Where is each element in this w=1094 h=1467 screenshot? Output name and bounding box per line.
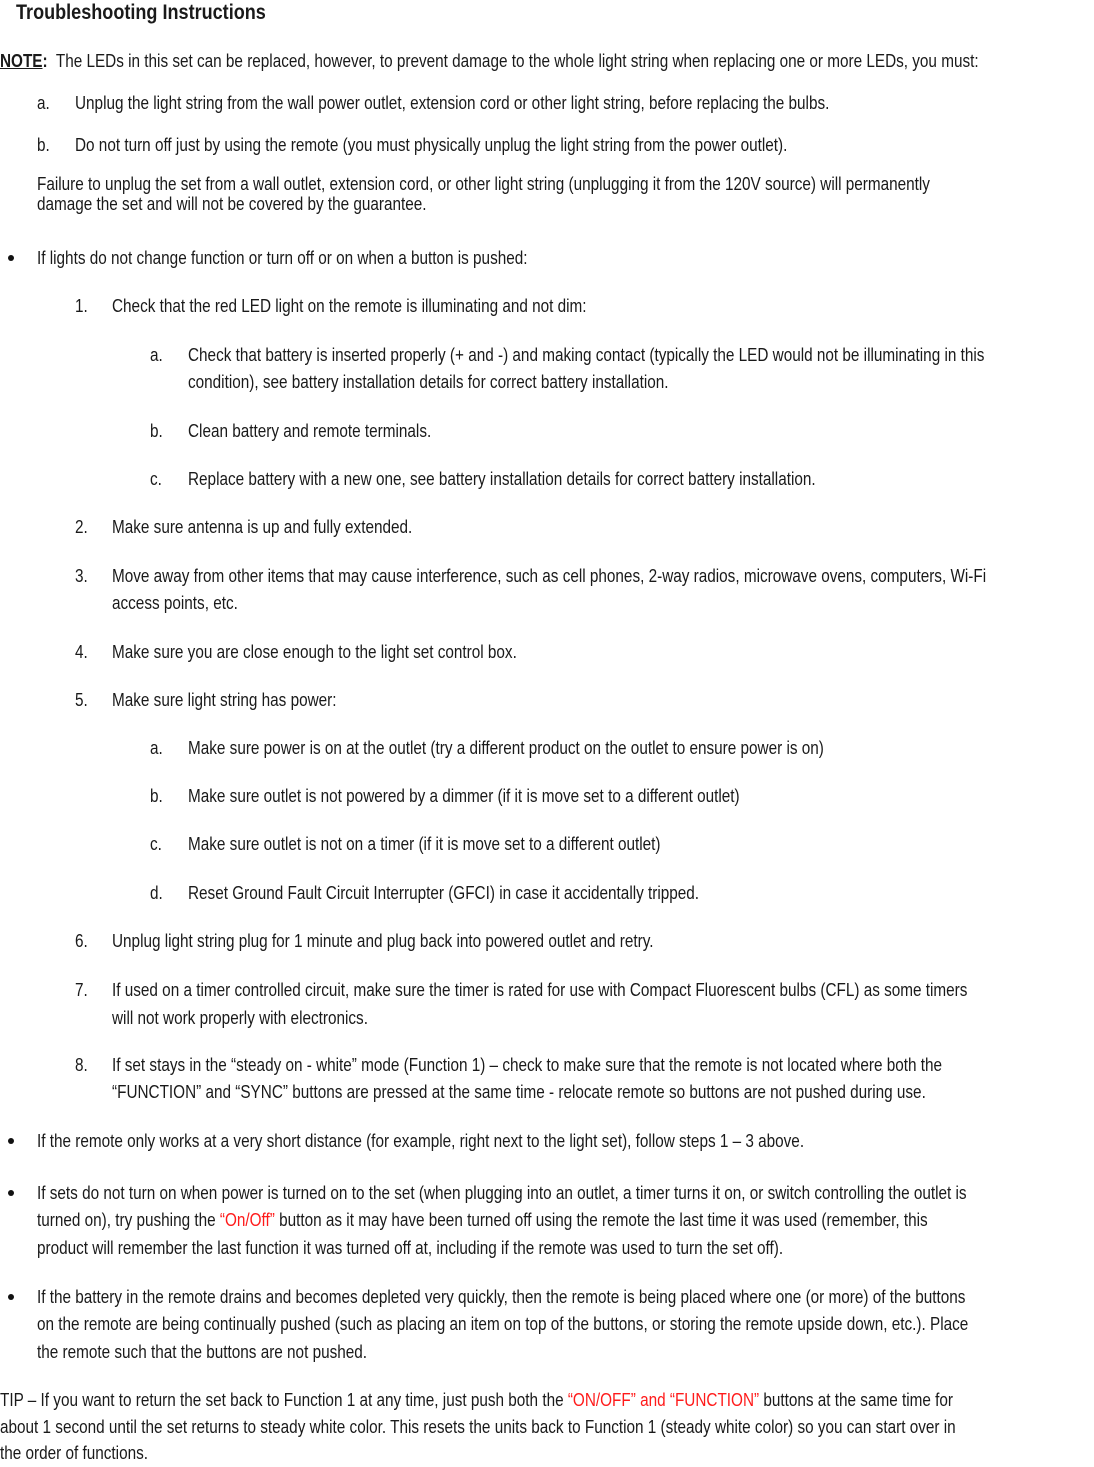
step-text: If used on a timer controlled circuit, make sure the timer is rated for use with Compact Fluorescent bulbs (CFL) as some timers bbox=[112, 980, 968, 1000]
step-text: “FUNCTION” and “SYNC” buttons are pressed at the same time - relocate remote so buttons are not pushed during use. bbox=[112, 1082, 926, 1102]
substep-marker: d. bbox=[150, 883, 163, 903]
substep-marker: c. bbox=[150, 469, 162, 489]
step-text: Make sure antenna is up and fully extended. bbox=[112, 517, 413, 537]
note-line bbox=[0, 47, 979, 75]
bullet-text: If sets do not turn on when power is turned on to the set (when plugging into an outlet, a timer turns it on, or switch controlling the outlet is bbox=[37, 1183, 967, 1203]
bullet-text-with-highlight bbox=[37, 1206, 928, 1234]
step-marker: 4. bbox=[75, 642, 88, 662]
substep-marker: a. bbox=[150, 345, 163, 365]
bullet-icon bbox=[8, 1294, 14, 1300]
step-marker: 1. bbox=[75, 296, 88, 316]
bullet-text: turned on), try pushing the bbox=[37, 1210, 220, 1230]
note-text: The LEDs in this set can be replaced, however, to prevent damage to the whole light string when replacing one or more LEDs, you must: bbox=[55, 51, 979, 71]
bullet-text: If the remote only works at a very short distance (for example, right next to the light set), follow steps 1 – 3 above. bbox=[37, 1131, 805, 1151]
step-marker: 5. bbox=[75, 690, 88, 710]
step-text: Make sure you are close enough to the light set control box. bbox=[112, 642, 517, 662]
tip-text: the order of functions. bbox=[0, 1443, 148, 1463]
substep-marker: b. bbox=[150, 786, 163, 806]
note-item-marker: b. bbox=[37, 135, 50, 155]
step-text: will not work properly with electronics. bbox=[112, 1008, 368, 1028]
step-text: Make sure light string has power: bbox=[112, 690, 337, 710]
bullet-text: the remote such that the buttons are not pushed. bbox=[37, 1342, 368, 1362]
bullet-text: button as it may have been turned off using the remote the last time it was used (remember, this bbox=[274, 1210, 928, 1230]
step-marker: 3. bbox=[75, 566, 88, 586]
bullet-icon bbox=[8, 1190, 14, 1196]
note-label: NOTE bbox=[0, 51, 43, 71]
substep-text: Reset Ground Fault Circuit Interrupter (GFCI) in case it accidentally tripped. bbox=[188, 883, 700, 903]
step-text: Unplug light string plug for 1 minute and plug back into powered outlet and retry. bbox=[112, 931, 654, 951]
substep-marker: c. bbox=[150, 834, 162, 854]
bullet-text: product will remember the last function it was turned off at, including if the remote was used to turn the set off). bbox=[37, 1238, 784, 1258]
note-item-text: Do not turn off just by using the remote (you must physically unplug the light string from the power outlet). bbox=[75, 135, 788, 155]
step-marker: 8. bbox=[75, 1055, 88, 1075]
bullet-text: on the remote are being continually pushed (such as placing an item on top of the buttons, or storing the remote upside down, etc.). Place bbox=[37, 1314, 969, 1334]
step-marker: 2. bbox=[75, 517, 88, 537]
substep-text: Make sure outlet is not on a timer (if it is move set to a different outlet) bbox=[188, 834, 661, 854]
tip-highlight: “ON/OFF” and “FUNCTION” bbox=[567, 1390, 760, 1410]
on-off-highlight: “On/Off” bbox=[219, 1210, 275, 1230]
note-colon: : bbox=[42, 51, 48, 71]
substep-text: Check that battery is inserted properly (+ and -) and making contact (typically the LED would not be illuminating in this bbox=[188, 345, 985, 365]
failure-warning-line: Failure to unplug the set from a wall outlet, extension cord, or other light string (unplugging it from the 120V source) will permanently bbox=[37, 174, 930, 194]
note-item-marker: a. bbox=[37, 93, 50, 113]
bullet-text: If the battery in the remote drains and becomes depleted very quickly, then the remote is being placed where one (or more) of the buttons bbox=[37, 1287, 966, 1307]
tip-line bbox=[0, 1386, 953, 1414]
step-text: Check that the red LED light on the remote is illuminating and not dim: bbox=[112, 296, 587, 316]
substep-marker: a. bbox=[150, 738, 163, 758]
step-text: If set stays in the “steady on - white” mode (Function 1) – check to make sure that the remote is not located where both the bbox=[112, 1055, 943, 1075]
substep-text: condition), see battery installation details for correct battery installation. bbox=[188, 372, 669, 392]
substep-text: Make sure outlet is not powered by a dimmer (if it is move set to a different outlet) bbox=[188, 786, 740, 806]
step-text: access points, etc. bbox=[112, 593, 238, 613]
bullet-icon bbox=[8, 255, 14, 261]
step-marker: 7. bbox=[75, 980, 88, 1000]
page-title: Troubleshooting Instructions bbox=[16, 1, 266, 24]
tip-text: about 1 second until the set returns to steady white color. This resets the units back to Function 1 (steady white color) so you can start over in bbox=[0, 1417, 956, 1437]
substep-marker: b. bbox=[150, 421, 163, 441]
note-item-text: Unplug the light string from the wall power outlet, extension cord or other light string, before replacing the bulbs. bbox=[75, 93, 830, 113]
substep-text: Replace battery with a new one, see battery installation details for correct battery installation. bbox=[188, 469, 816, 489]
bullet-text: If lights do not change function or turn off or on when a button is pushed: bbox=[37, 248, 528, 268]
tip-text: buttons at the same time for bbox=[759, 1390, 953, 1410]
step-text: Move away from other items that may cause interference, such as cell phones, 2-way radios, microwave ovens, computers, Wi-Fi bbox=[112, 566, 987, 586]
substep-text: Make sure power is on at the outlet (try a different product on the outlet to ensure power is on) bbox=[188, 738, 824, 758]
bullet-icon bbox=[8, 1138, 14, 1144]
step-marker: 6. bbox=[75, 931, 88, 951]
tip-text: TIP – If you want to return the set back to Function 1 at any time, just push both the bbox=[0, 1390, 568, 1410]
substep-text: Clean battery and remote terminals. bbox=[188, 421, 432, 441]
failure-warning-line: damage the set and will not be covered by the guarantee. bbox=[37, 194, 427, 214]
